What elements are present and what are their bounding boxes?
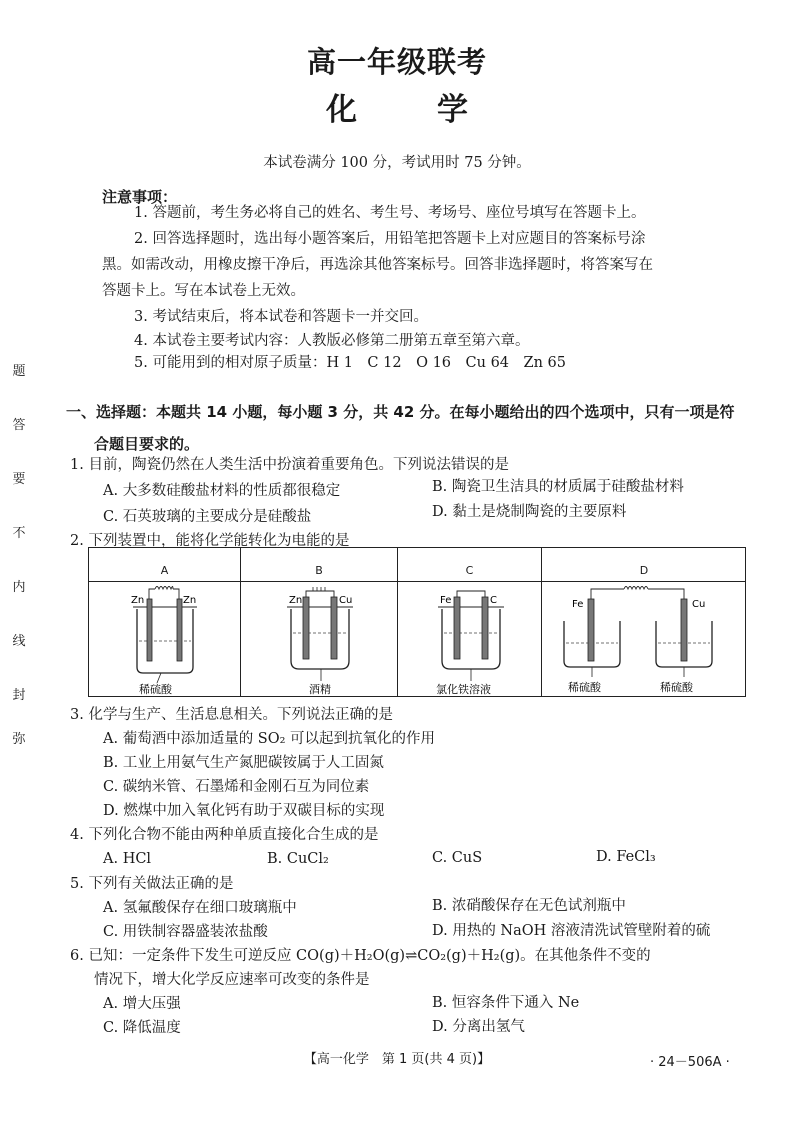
seal-char-3: 要 — [12, 472, 26, 487]
q4-stem: 4. 下列化合物不能由两种单质直接化合生成的是 — [70, 827, 379, 843]
section1-line2: 合题目要求的。 — [94, 435, 200, 453]
exam-title: 高一年级联考 — [306, 45, 487, 79]
seal-line-text — [10, 350, 28, 750]
q6-stem-2: 情况下，增大化学反应速率可改变的条件是 — [94, 972, 370, 988]
subject-title — [0, 84, 794, 129]
seal-char-4: 不 — [12, 526, 26, 541]
page-footer: 【高一化学 第 1 页(共 4 页)】 — [303, 1052, 491, 1067]
apparatus-a-electrode-1: Zn — [131, 595, 145, 606]
q6-option-c: C. 降低温度 — [103, 1020, 181, 1036]
q5-option-a: A. 氢氟酸保存在细口玻璃瓶中 — [103, 900, 297, 916]
q2-cell-d — [542, 548, 746, 696]
q2-cell-a — [89, 548, 241, 696]
subject-char-1: 化 — [326, 92, 357, 128]
q5-option-b: B. 浓硝酸保存在无色试剂瓶中 — [432, 898, 626, 914]
seal-char-1: 题 — [12, 364, 26, 379]
exam-info: 本试卷满分 100 分，考试用时 75 分钟。 — [263, 155, 531, 171]
apparatus-c-electrode-1: Fe — [440, 595, 452, 606]
apparatus-c-solution: 氯化铁溶液 — [436, 683, 491, 696]
seal-char-7: 封 — [12, 688, 26, 703]
seal-char-5: 内 — [12, 580, 26, 595]
notice-line-7: 5. 可能用到的相对原子质量：H 1 C 12 O 16 Cu 64 Zn 65 — [134, 355, 566, 371]
q3-option-c: C. 碳纳米管、石墨烯和金刚石互为同位素 — [103, 779, 370, 795]
q2-stem: 2. 下列装置中，能将化学能转化为电能的是 — [70, 533, 350, 549]
section1-line1: 一、选择题：本题共 14 小题，每小题 3 分，共 42 分。在每小题给出的四个选项中，只有一项是符 — [66, 403, 735, 421]
q2-cell-c — [398, 548, 542, 696]
notice-header: 注意事项： — [102, 188, 178, 206]
q1-stem: 1. 目前，陶瓷仍然在人类生活中扮演着重要角色。下列说法错误的是 — [70, 457, 509, 473]
q3-stem: 3. 化学与生产、生活息息相关。下列说法正确的是 — [70, 707, 393, 723]
q2-cell-b — [241, 548, 398, 696]
notice-line-5: 3. 考试结束后，将本试卷和答题卡一并交回。 — [134, 309, 428, 325]
q2-label-a: A — [160, 564, 169, 577]
subject-char-2: 学 — [437, 92, 468, 128]
apparatus-c-electrode-2: C — [490, 595, 497, 606]
q5-option-d: D. 用热的 NaOH 溶液清洗试管壁附着的硫 — [432, 923, 711, 939]
apparatus-d-electrode-1: Fe — [572, 599, 584, 610]
q3-option-d: D. 燃煤中加入氧化钙有助于双碳目标的实现 — [103, 803, 385, 819]
q4-option-d: D. FeCl₃ — [596, 849, 656, 865]
q2-label-d: D — [639, 564, 649, 577]
paper-code: · 24－506A · — [650, 1055, 730, 1070]
q3-option-b: B. 工业上用氨气生产氮肥碳铵属于人工固氮 — [103, 755, 384, 771]
apparatus-c-icon — [398, 581, 542, 696]
q1-option-a: A. 大多数硅酸盐材料的性质都很稳定 — [103, 483, 341, 499]
seal-char-6: 线 — [12, 634, 26, 649]
notice-line-1: 1. 答题前，考生务必将自己的姓名、考生号、考场号、座位号填写在答题卡上。 — [134, 205, 646, 221]
q6-stem-1: 6. 已知：一定条件下发生可逆反应 CO(g)＋H₂O(g)⇌CO₂(g)＋H₂(g)。在其他条件不变的 — [70, 948, 651, 964]
notice-line-4: 答题卡上。写在本试卷上无效。 — [102, 283, 305, 299]
q4-option-c: C. CuS — [432, 850, 483, 866]
apparatus-a-electrode-2: Zn — [183, 595, 197, 606]
q2-figure-table — [88, 547, 746, 697]
q1-option-d: D. 黏土是烧制陶瓷的主要原料 — [432, 504, 627, 520]
q6-option-a: A. 增大压强 — [103, 996, 181, 1012]
q5-stem: 5. 下列有关做法正确的是 — [70, 876, 234, 892]
apparatus-b-electrode-1: Zn — [289, 595, 303, 606]
q3-option-a: A. 葡萄酒中添加适量的 SO₂ 可以起到抗氧化的作用 — [103, 731, 436, 747]
q4-option-b: B. CuCl₂ — [267, 851, 329, 867]
apparatus-d-solution-1: 稀硫酸 — [568, 681, 601, 694]
q1-option-b: B. 陶瓷卫生洁具的材质属于硅酸盐材料 — [432, 479, 684, 495]
notice-line-3: 黑。如需改动，用橡皮擦干净后，再选涂其他答案标号。回答非选择题时，将答案写在 — [102, 257, 653, 273]
apparatus-b-solution: 酒精 — [309, 683, 331, 696]
apparatus-d-icon — [542, 581, 746, 696]
notice-line-2: 2. 回答选择题时，选出每小题答案后，用铅笔把答题卡上对应题目的答案标号涂 — [134, 231, 646, 247]
seal-char-2: 答 — [12, 418, 26, 433]
q6-option-d: D. 分离出氢气 — [432, 1019, 525, 1035]
q2-label-b: B — [315, 564, 323, 577]
apparatus-b-icon — [241, 581, 398, 696]
apparatus-a-icon — [89, 581, 241, 696]
apparatus-a-solution: 稀硫酸 — [139, 683, 172, 696]
apparatus-b-electrode-2: Cu — [339, 595, 353, 606]
q6-option-b: B. 恒容条件下通入 Ne — [432, 995, 580, 1011]
apparatus-d-solution-2: 稀硫酸 — [660, 681, 693, 694]
q4-option-a: A. HCl — [103, 851, 152, 867]
seal-char-8: 弥 — [12, 732, 26, 747]
q2-label-c: C — [465, 564, 474, 577]
q1-option-c: C. 石英玻璃的主要成分是硅酸盐 — [103, 509, 312, 525]
notice-line-6: 4. 本试卷主要考试内容：人教版必修第二册第五章至第六章。 — [134, 333, 530, 349]
q5-option-c: C. 用铁制容器盛装浓盐酸 — [103, 924, 268, 940]
apparatus-d-electrode-2: Cu — [692, 599, 706, 610]
